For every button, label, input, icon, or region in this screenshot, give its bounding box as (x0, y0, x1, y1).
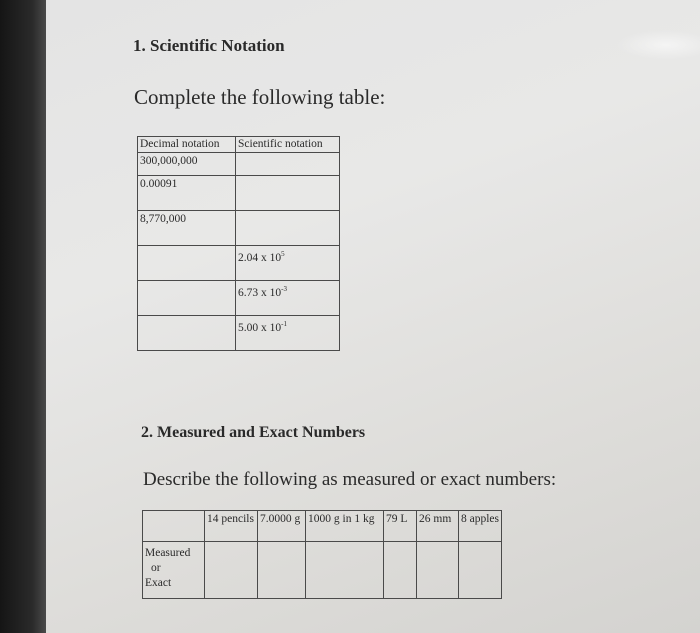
section2-instruction: Describe the following as measured or exact numbers: (143, 469, 557, 490)
table-row (138, 153, 340, 176)
row-label-measured-or-exact: Measured or Exact (143, 542, 205, 599)
table-row (138, 211, 340, 246)
section1-instruction: Complete the following table: (134, 85, 386, 109)
header-8-apples: 8 apples (459, 511, 502, 542)
scientific-cell: 2.04 x $10^5$ (236, 246, 340, 281)
answer-cell (306, 542, 384, 599)
section1-heading: 1. Scientific Notation (133, 36, 285, 55)
decimal-cell: 8,770,000 (138, 211, 236, 246)
answer-cell (384, 542, 417, 599)
table-row (138, 281, 340, 316)
scientific-notation-table (137, 136, 340, 351)
decimal-cell (138, 281, 236, 316)
answer-cell (417, 542, 459, 599)
header-79-liters: 79 L (384, 511, 417, 542)
decimal-cell (138, 246, 236, 281)
light-glare (616, 30, 700, 60)
table-row (138, 316, 340, 351)
scientific-cell: 6.73 x $10^{-3}$ (236, 281, 340, 316)
header-scientific-notation: Scientific notation (236, 137, 340, 153)
background-edge (0, 0, 46, 633)
header-14-pencils: 14 pencils (205, 511, 258, 542)
measured-exact-table (142, 510, 502, 599)
scientific-cell (236, 153, 340, 176)
table-row (143, 542, 502, 599)
answer-cell (205, 542, 258, 599)
table-row (138, 246, 340, 281)
decimal-cell: 0.00091 (138, 176, 236, 211)
scientific-cell (236, 176, 340, 211)
section2-heading: 2. Measured and Exact Numbers (141, 424, 366, 441)
answer-cell (459, 542, 502, 599)
answer-cell (258, 542, 306, 599)
header-1000g-in-1kg: 1000 g in 1 kg (306, 511, 384, 542)
scientific-cell (236, 211, 340, 246)
table-row (138, 176, 340, 211)
header-decimal-notation: Decimal notation (138, 137, 236, 153)
decimal-cell (138, 316, 236, 351)
header-7-grams: 7.0000 g (258, 511, 306, 542)
decimal-cell: 300,000,000 (138, 153, 236, 176)
scientific-cell: 5.00 x $10^{-1}$ (236, 316, 340, 351)
header-blank (143, 511, 205, 542)
header-26-mm: 26 mm (417, 511, 459, 542)
